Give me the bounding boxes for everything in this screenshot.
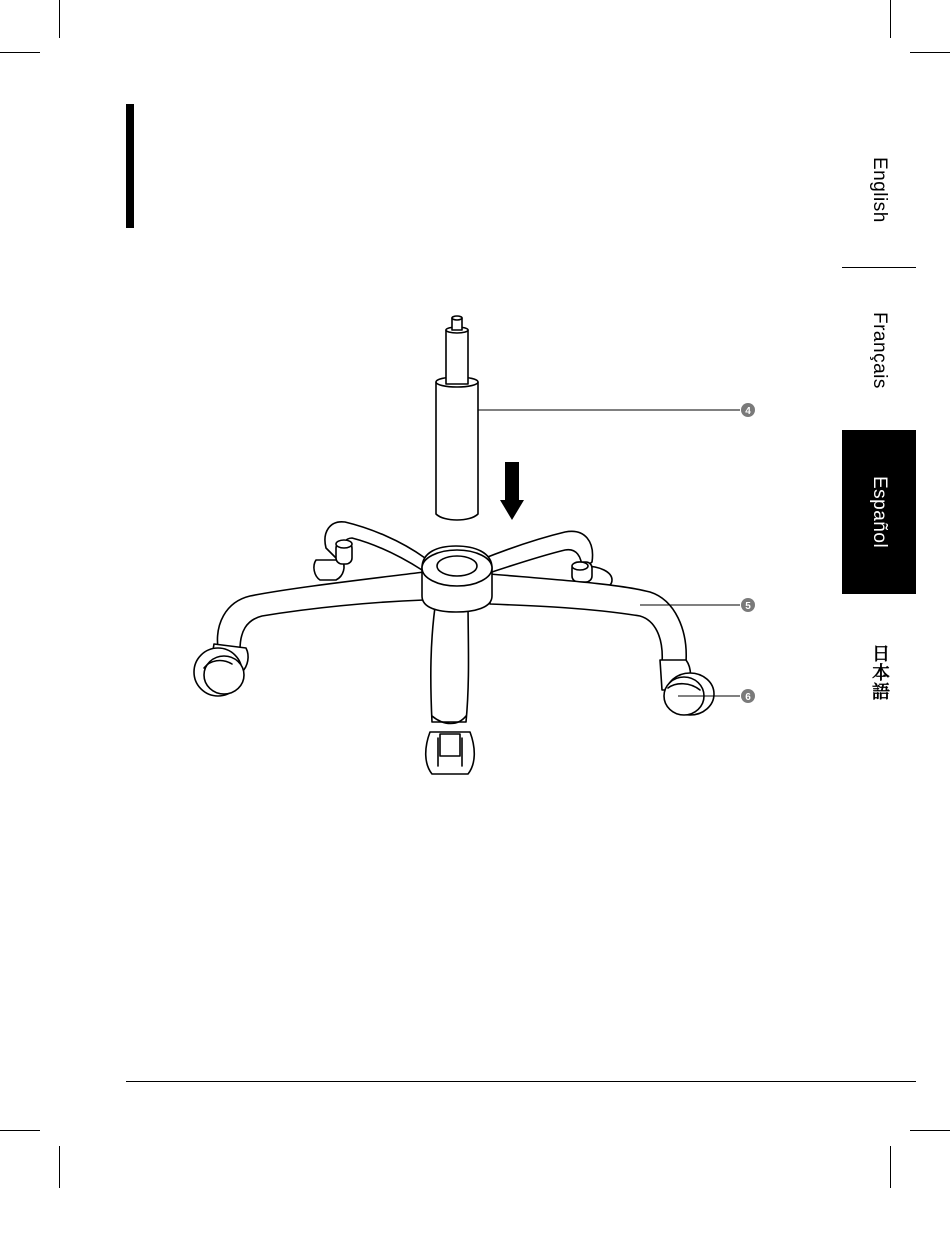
tab-francais-label: Français bbox=[869, 311, 890, 389]
left-arm bbox=[217, 572, 424, 650]
gas-lift-piston bbox=[446, 330, 468, 384]
callout-5 bbox=[741, 598, 755, 612]
callout-6-number: 6 bbox=[745, 692, 751, 703]
footer-rule bbox=[126, 1081, 916, 1082]
right-arm bbox=[490, 574, 686, 664]
base-hub-socket bbox=[437, 556, 477, 576]
back-right-caster-top bbox=[572, 562, 588, 570]
tab-japanese-label: 日本語 bbox=[869, 643, 890, 701]
back-left-caster-top bbox=[336, 540, 352, 548]
callout-5-number: 5 bbox=[745, 601, 751, 612]
insert-direction-arrow bbox=[500, 462, 524, 520]
front-arm bbox=[431, 600, 469, 722]
tab-english-label: English bbox=[869, 157, 890, 223]
tab-espanol-label: Español bbox=[869, 475, 890, 549]
callout-6 bbox=[741, 689, 755, 703]
gas-lift-cylinder bbox=[436, 382, 478, 520]
left-caster-wheel bbox=[204, 656, 244, 694]
callout-4-number: 4 bbox=[745, 406, 751, 417]
callout-4 bbox=[741, 403, 755, 417]
